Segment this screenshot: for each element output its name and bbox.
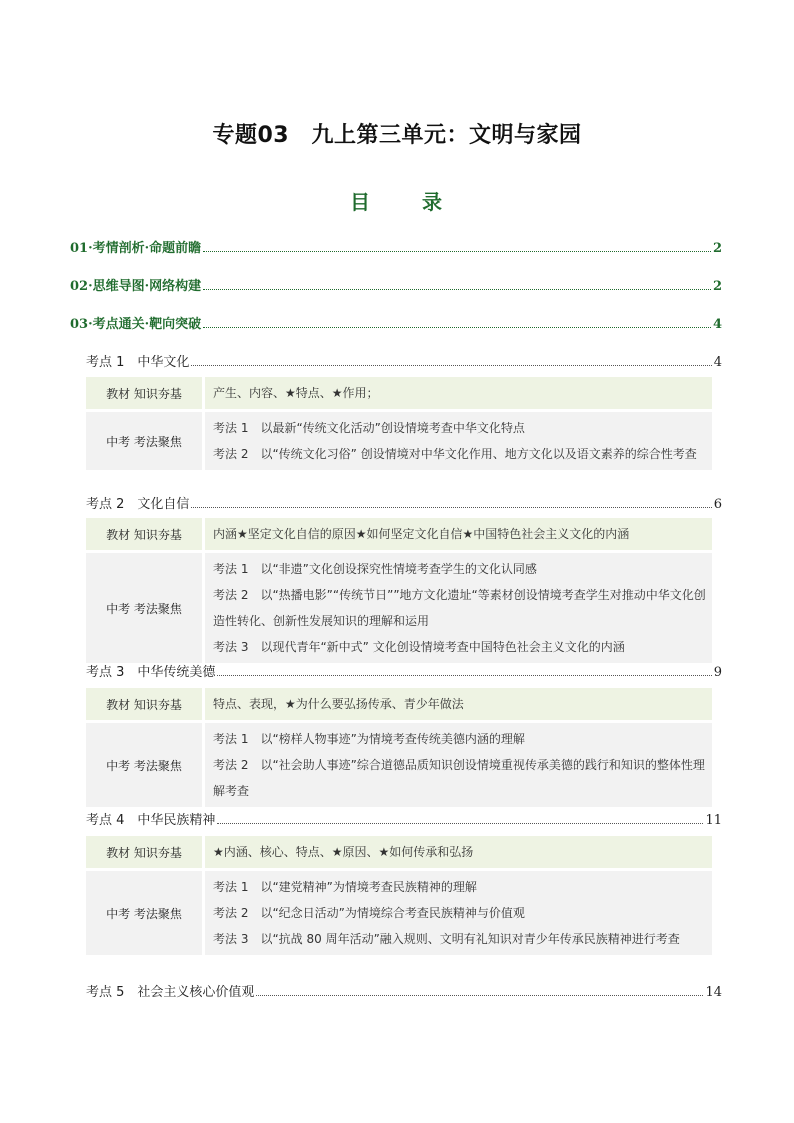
dot-leader (256, 995, 703, 996)
dot-leader (203, 289, 711, 290)
toc-page-number: 6 (713, 497, 722, 512)
toc-entry-label: 考点 4 中华民族精神 (86, 813, 216, 828)
dot-leader (203, 251, 711, 252)
knowledge-content: 产生、内容、★特点、★作用； (202, 377, 712, 409)
exam-method: 考法 1 以“榜样人物事迹”为情境考查传统美德内涵的理解 (213, 732, 525, 746)
category-label: 中考 考法聚焦 (86, 412, 202, 470)
exam-method: 考法 2 以“社会助人事迹”综合道德品质知识创设情境重视传承美德的践行和知识的整体性理解考查 (213, 758, 705, 798)
toc-topic-entry[interactable] (86, 348, 722, 370)
toc-entry-label: 02·思维导图·网络构建 (70, 279, 202, 294)
toc-heading: 目 录 (350, 190, 458, 214)
toc-topic-entry[interactable] (86, 806, 722, 828)
toc-page-number: 4 (713, 355, 722, 370)
toc-page-number: 2 (712, 279, 722, 294)
topic-table (86, 685, 712, 810)
exam-method: 考法 2 以“热播电影”“传统节日””地方文化遗址“等素材创设情境考查学生对推动中华文化创造性转化、创新性发展知识的理解和运用 (213, 588, 706, 628)
toc-entry-label: 01·考情剖析·命题前瞻 (70, 241, 202, 256)
toc-main-entry[interactable] (70, 272, 722, 294)
toc-entry-label: 考点 3 中华传统美德 (86, 665, 216, 680)
category-label: 中考 考法聚焦 (86, 723, 202, 807)
toc-entry-label: 考点 1 中华文化 (86, 355, 190, 370)
topic-table (86, 833, 712, 958)
dot-leader (191, 507, 711, 508)
document-title: 专题03 九上第三单元：文明与家园 (212, 123, 582, 148)
exam-methods (202, 553, 712, 663)
category-label: 中考 考法聚焦 (86, 553, 202, 663)
topic-table (86, 515, 712, 666)
dot-leader (217, 675, 711, 676)
dot-leader (203, 327, 711, 328)
category-label: 教材 知识夯基 (86, 688, 202, 720)
exam-methods (202, 723, 712, 807)
toc-topic-entry[interactable] (86, 490, 722, 512)
toc-entry-label: 考点 5 社会主义核心价值观 (86, 985, 255, 1000)
exam-method: 考法 2 以“传统文化习俗” 创设情境对中华文化作用、地方文化以及语文素养的综合性考查 (213, 447, 697, 461)
exam-method: 考法 1 以最新“传统文化活动”创设情境考查中华文化特点 (213, 421, 525, 435)
category-label: 教材 知识夯基 (86, 518, 202, 550)
toc-main-entry[interactable] (70, 310, 722, 332)
exam-method: 考法 1 以“非遗”文化创设探究性情境考查学生的文化认同感 (213, 562, 537, 576)
category-label: 教材 知识夯基 (86, 377, 202, 409)
topic-table (86, 374, 712, 473)
category-label: 教材 知识夯基 (86, 836, 202, 868)
toc-page-number: 2 (712, 241, 722, 256)
toc-entry-label: 03·考点通关·靶向突破 (70, 317, 202, 332)
exam-methods (202, 412, 712, 470)
exam-method: 考法 1 以“建党精神”为情境考查民族精神的理解 (213, 880, 477, 894)
toc-topic-entry[interactable] (86, 978, 722, 1000)
toc-page-number: 11 (705, 813, 722, 828)
dot-leader (191, 365, 711, 366)
toc-entry-label: 考点 2 文化自信 (86, 497, 190, 512)
toc-page-number: 4 (712, 317, 722, 332)
toc-page-number: 14 (705, 985, 722, 1000)
category-label: 中考 考法聚焦 (86, 871, 202, 955)
knowledge-content: 特点、表现，★为什么要弘扬传承、青少年做法 (202, 688, 712, 720)
toc-main-entry[interactable] (70, 234, 722, 256)
toc-topic-entry[interactable] (86, 658, 722, 680)
exam-method: 考法 3 以“抗战 80 周年活动”融入规则、文明有礼知识对青少年传承民族精神进行考查 (213, 932, 680, 946)
knowledge-content: ★内涵、核心、特点、★原因、★如何传承和弘扬 (202, 836, 712, 868)
exam-method: 考法 3 以现代青年“新中式” 文化创设情境考查中国特色社会主义文化的内涵 (213, 640, 625, 654)
dot-leader (217, 823, 703, 824)
exam-methods (202, 871, 712, 955)
toc-page-number: 9 (713, 665, 722, 680)
knowledge-content: 内涵★坚定文化自信的原因★如何坚定文化自信★中国特色社会主义文化的内涵 (202, 518, 712, 550)
exam-method: 考法 2 以“纪念日活动”为情境综合考查民族精神与价值观 (213, 906, 525, 920)
